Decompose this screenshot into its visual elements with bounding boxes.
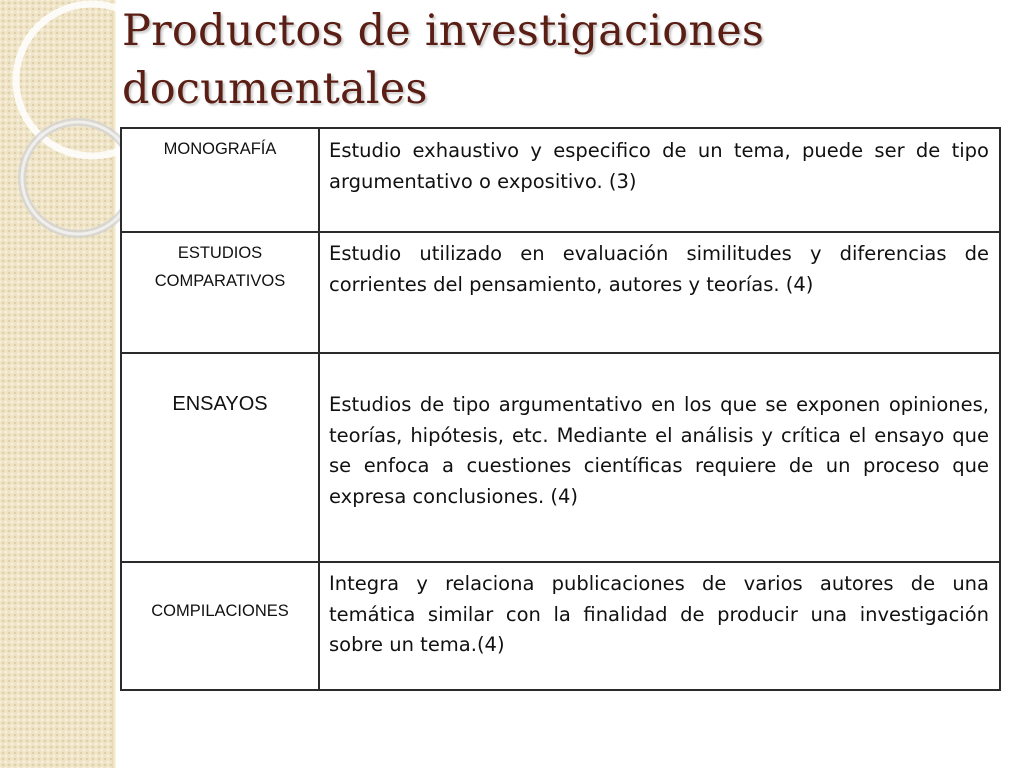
table-row-estudios-comparativos	[121, 232, 1000, 353]
term-cell-monografia	[121, 128, 319, 232]
slide-title	[122, 2, 1002, 118]
products-table	[120, 127, 1001, 691]
slide-title-line-1: Productos de investigaciones	[122, 6, 765, 56]
table-row-compilaciones	[121, 562, 1000, 690]
term-label: MONOGRAFÍA	[163, 140, 277, 158]
slide-title-line-2: documentales	[122, 64, 428, 114]
table-row-monografia	[121, 128, 1000, 232]
description-cell-estudios-comparativos: Estudio utilizado en evaluación similitudes y diferencias de corrientes del pensamiento, autores y teorías. (4)	[319, 232, 1000, 353]
term-label: COMPILACIONES	[151, 602, 289, 620]
description-cell-compilaciones: Integra y relaciona publicaciones de varios autores de una temática similar con la finalidad de producir una investigación sobre un tema.(4)	[319, 562, 1000, 690]
term-cell-ensayos	[121, 353, 319, 562]
decorative-ring-small-inner	[22, 122, 134, 234]
description-cell-monografia: Estudio exhaustivo y especifico de un tema, puede ser de tipo argumentativo o expositivo. (3)	[319, 128, 1000, 232]
description-cell-ensayos: Estudios de tipo argumentativo en los que se exponen opiniones, teorías, hipótesis, etc. Mediante el análisis y crítica el ensayo que se enfoca a cuestiones científicas requiere de un proceso que expresa conclusiones. (4)	[319, 353, 1000, 562]
term-label-line-2: COMPARATIVOS	[154, 272, 286, 290]
term-label: ENSAYOS	[172, 393, 268, 415]
table-row-ensayos	[121, 353, 1000, 562]
term-cell-estudios-comparativos	[121, 232, 319, 353]
term-label-line-1: ESTUDIOS	[177, 244, 263, 262]
term-cell-compilaciones	[121, 562, 319, 690]
